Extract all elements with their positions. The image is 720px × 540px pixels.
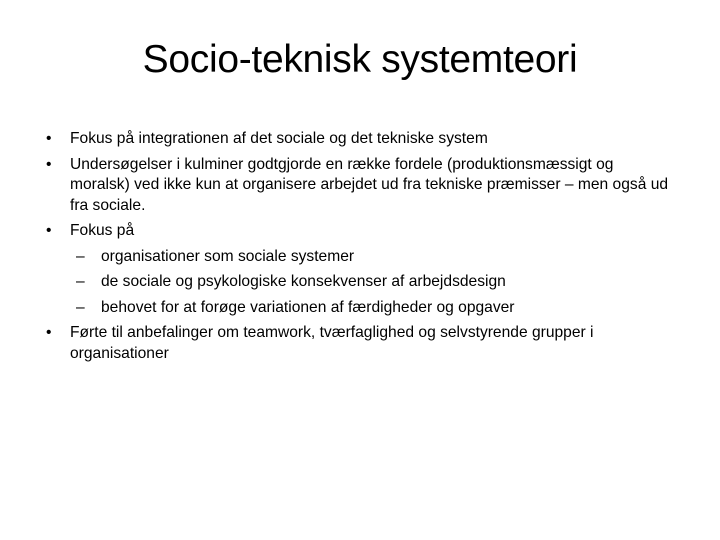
- slide-title: Socio-teknisk systemteori: [142, 38, 578, 81]
- bullet-marker: •: [46, 130, 52, 147]
- sub-bullet-list: [46, 247, 676, 319]
- bullet-item: [46, 323, 676, 364]
- bullet-list: [46, 129, 676, 369]
- bullet-marker: •: [46, 324, 52, 341]
- sub-bullet-marker: –: [76, 298, 85, 316]
- sub-bullet-item: [46, 272, 676, 293]
- sub-bullet-marker: –: [76, 273, 85, 290]
- bullet-item: [46, 221, 676, 318]
- sub-bullet-item: [46, 298, 676, 319]
- bullet-item: [46, 129, 676, 150]
- bullet-item: [46, 155, 676, 217]
- bullet-text: Fokus på integrationen af det sociale og det tekniske system: [70, 130, 488, 147]
- sub-bullet-text: de sociale og psykologiske konsekvenser af arbejdsdesign: [101, 273, 506, 290]
- sub-bullet-text: organisationer som sociale systemer: [101, 247, 355, 265]
- bullet-text: Fokus på: [70, 222, 135, 239]
- bullet-text: Undersøgelser i kulminer godtgjorde en række fordele (produktionsmæssigt og moralsk) ved ikke kun at organisere arbejdet ud fra tekniske præmisser – men også ud fra sociale.: [70, 155, 669, 214]
- sub-bullet-item: [46, 247, 676, 268]
- bullet-text: Førte til anbefalinger om teamwork, tværfaglighed og selvstyrende grupper i organisationer: [70, 324, 594, 362]
- bullet-marker: •: [46, 222, 52, 239]
- bullet-marker: •: [46, 155, 52, 173]
- sub-bullet-marker: –: [76, 247, 85, 265]
- sub-bullet-text: behovet for at forøge variationen af færdigheder og opgaver: [101, 298, 515, 316]
